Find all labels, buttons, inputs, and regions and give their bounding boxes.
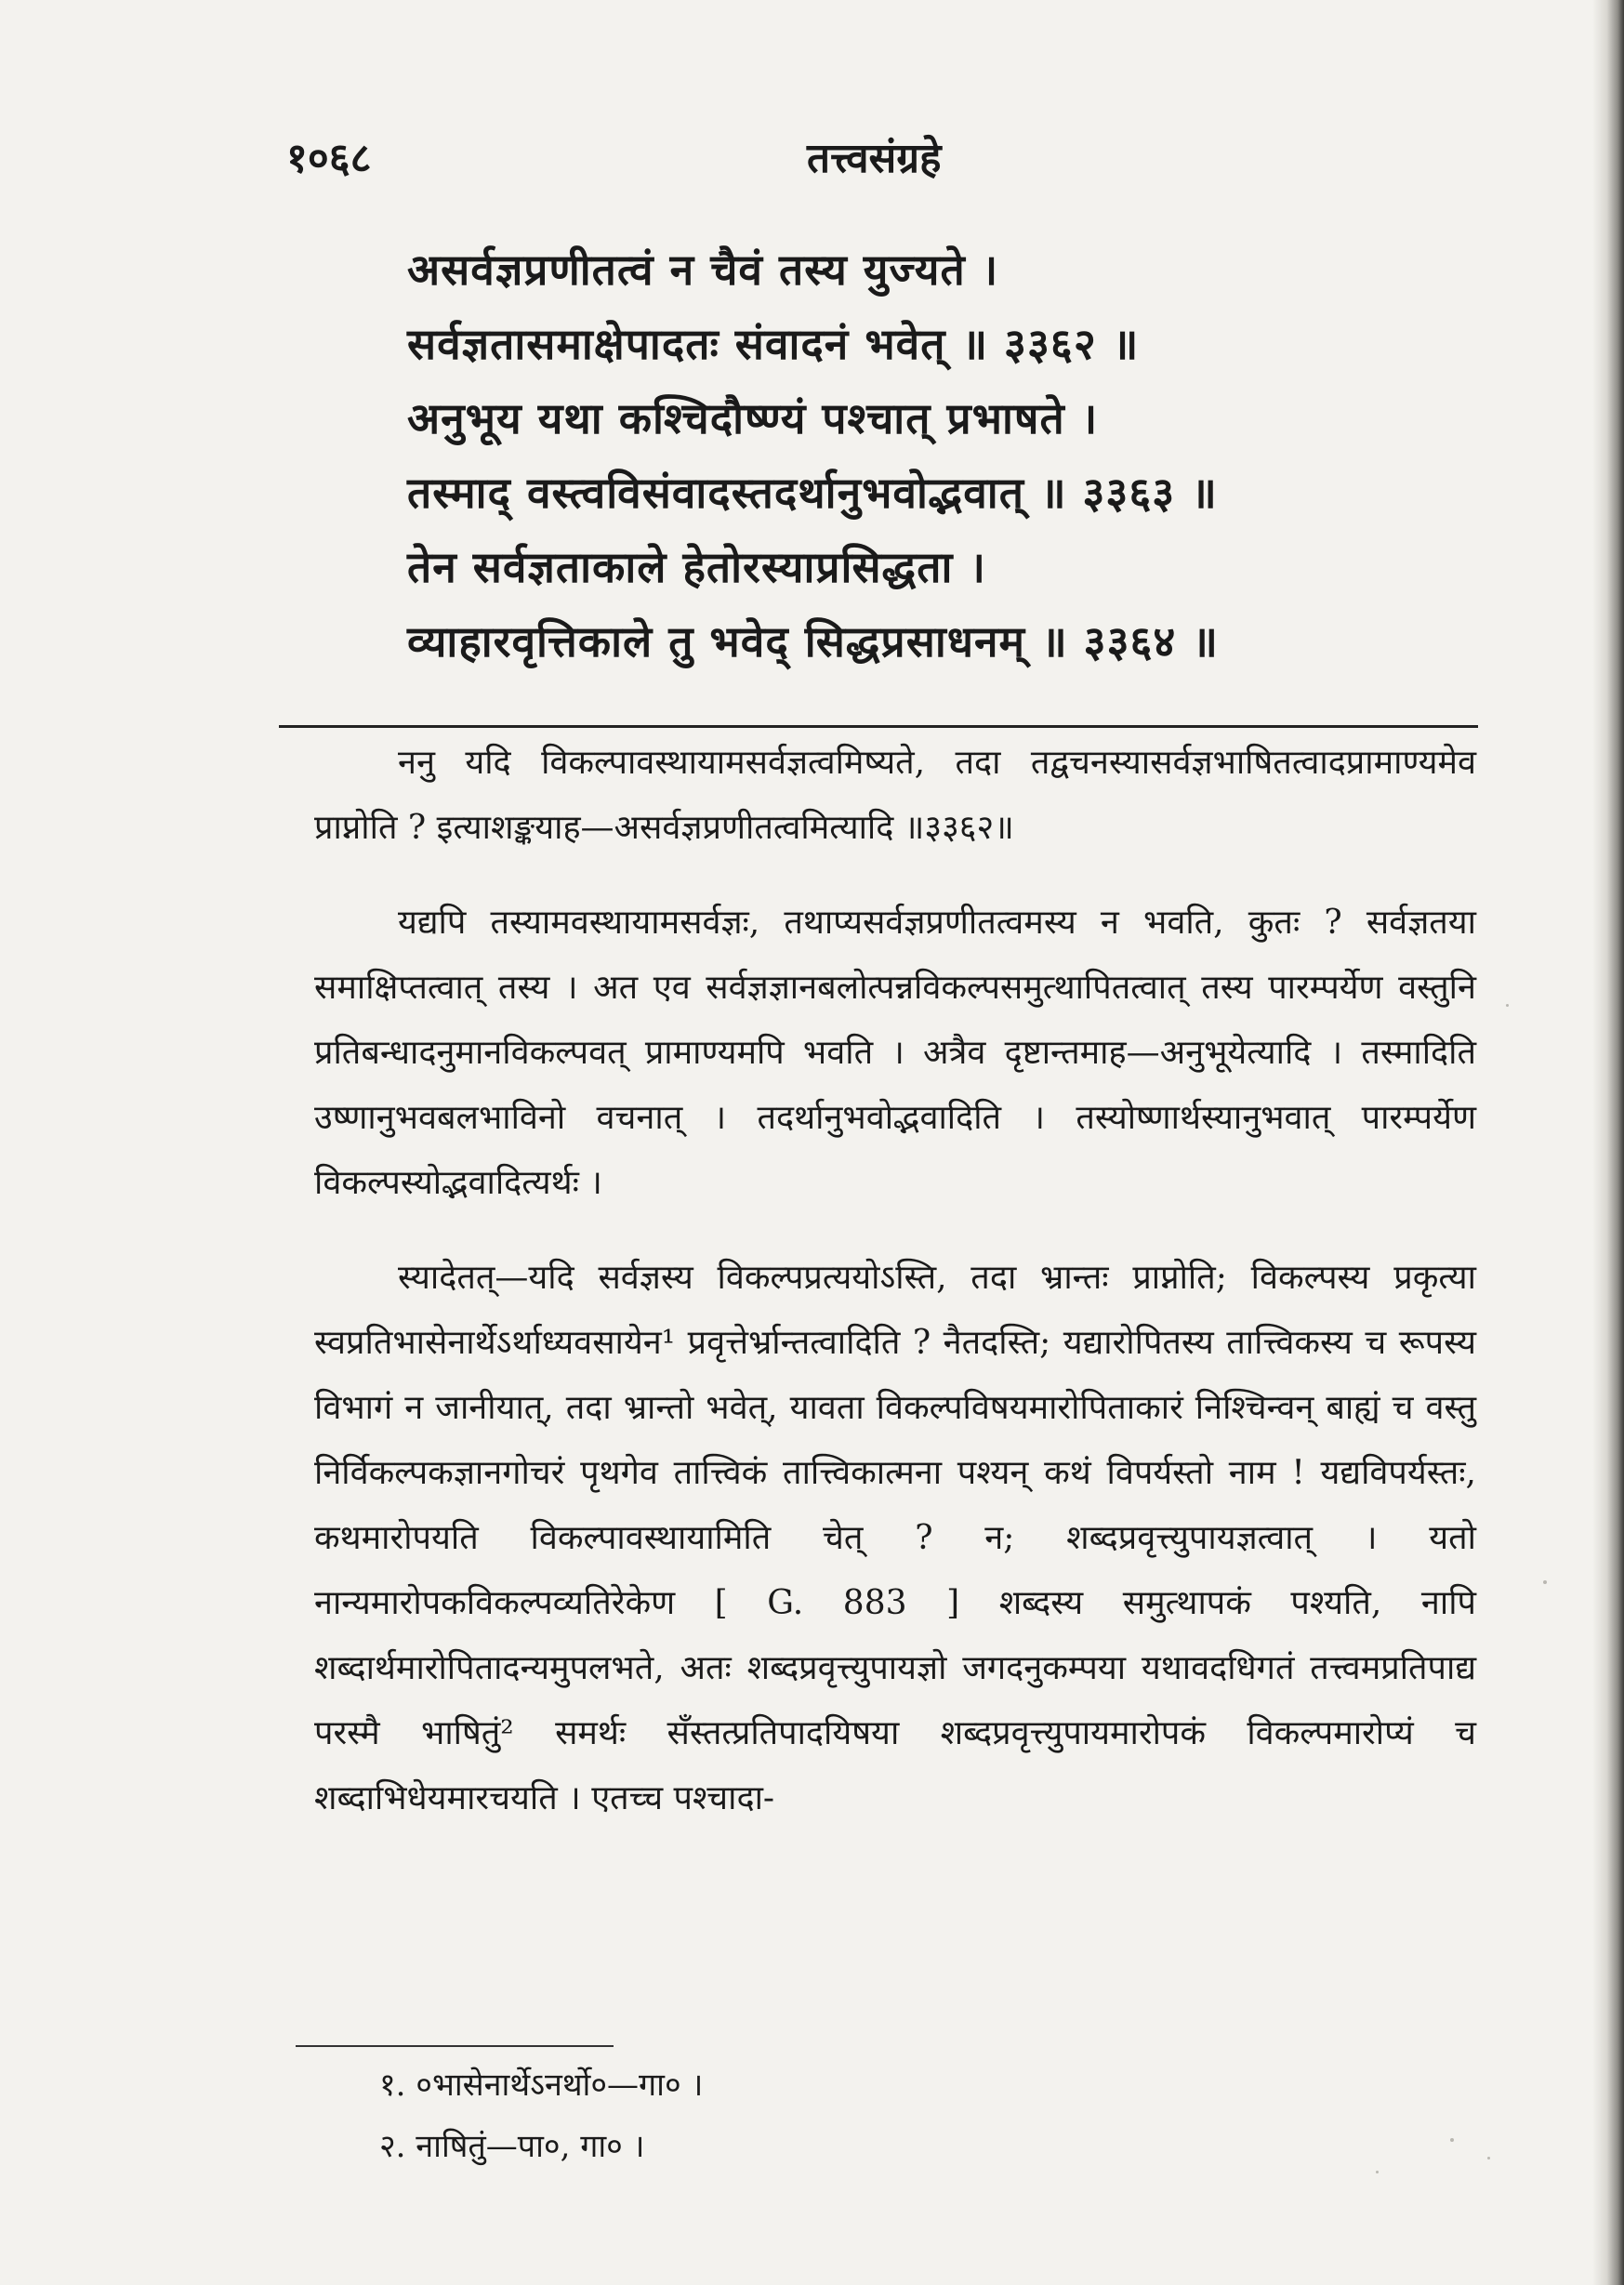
footnote-divider	[296, 2045, 614, 2047]
commentary-paragraph: यद्यपि तस्यामवस्थायामसर्वज्ञः, तथाप्यसर्वज्ञप्रणीतत्वमस्य न भवति, कुतः ? सर्वज्ञतया समाक्षिप्तत्वात् तस्य । अत एव सर्वज्ञज्ञानबलोत्पन्नविकल्पसमुत्थापितत्वात् तस्य पारम्पर्येण वस्तुनि प्रतिबन्धादनुमानविकल्पवत् प्रामाण्यमपि भवति । अत्रैव दृष्टान्तमाह—अनुभूयेत्यादि । तस्मादिति उष्णानुभवबलभाविनो वचनात् । तदर्थानुभवोद्भवादिति । तस्योष्णार्थस्यानुभवात् पारम्पर्येण विकल्पस्योद्भवादित्यर्थः ।	[314, 904, 1476, 1202]
footnote: १. ०भासेनार्थेऽनर्थो०—गा० ।	[379, 2067, 704, 2104]
verse-line: तस्माद् वस्त्वविसंवादस्तदर्थानुभवोद्भवात् ॥ ३३६३ ॥	[407, 468, 1218, 518]
scan-speck	[1450, 2138, 1454, 2142]
verse-line: तेन सर्वज्ञताकाले हेतोरस्याप्रसिद्धता ।	[407, 542, 986, 592]
footnote: २. नाषितुं—पा०, गा० ।	[379, 2128, 645, 2165]
page-header	[286, 128, 1448, 193]
running-title: तत्त्वसंग्रहे	[807, 135, 942, 182]
verse-line: सर्वज्ञतासमाक्षेपादतः संवादनं भवेत् ॥ ३३६२ ॥	[407, 319, 1140, 369]
book-spine-shadow	[1592, 0, 1624, 2285]
verse-line: असर्वज्ञप्रणीतत्वं न चैवं तस्य युज्यते ।	[407, 244, 999, 295]
footnotes	[379, 2054, 1216, 2177]
commentary	[314, 725, 1476, 1831]
scan-speck	[1487, 2157, 1490, 2160]
verse-line: व्याहारवृत्तिकाले तु भवेद् सिद्धप्रसाधनम् ॥ ३३६४ ॥	[407, 616, 1219, 667]
verse-line: अनुभूय यथा कश्चिदौष्ण्यं पश्चात् प्रभाषते ।	[407, 393, 1099, 443]
scan-speck	[1506, 1004, 1509, 1007]
scan-speck	[1543, 1580, 1547, 1584]
commentary-paragraph: ननु यदि विकल्पावस्थायामसर्वज्ञत्वमिष्यते, तदा तद्वचनस्यासर्वज्ञभाषितत्वादप्रामाण्यमेव प्राप्नोति ? इत्याशङ्कयाह—असर्वज्ञप्रणीतत्वमित्यादि ॥३३६२॥	[314, 744, 1476, 847]
verse-block	[407, 232, 1458, 679]
page-number: १०६८	[286, 135, 372, 182]
scan-speck	[1376, 2171, 1379, 2173]
commentary-paragraph: स्यादेतत्—यदि सर्वज्ञस्य विकल्पप्रत्ययोऽस्ति, तदा भ्रान्तः प्राप्नोति; विकल्पस्य प्रकृत्या स्वप्रतिभासेनार्थेऽर्थाध्यवसायेन¹ प्रवृत्तेर्भ्रान्तत्वादिति ? नैतदस्ति; यद्यारोपितस्य तात्त्विकस्य च रूपस्य विभागं न जानीयात्, तदा भ्रान्तो भवेत्, यावता विकल्पविषयमारोपिताकारं निश्चिन्वन् बाह्यं च वस्तु निर्विकल्पकज्ञानगोचरं पृथगेव तात्त्विकं तात्त्विकात्मना पश्यन् कथं विपर्यस्तो नाम ! यद्यविपर्यस्तः, कथमारोपयति विकल्पावस्थायामिति चेत् ? न; शब्दप्रवृत्त्युपायज्ञत्वात् । यतो नान्यमारोपकविकल्पव्यतिरेकेण [ G. 883 ] शब्दस्य समुत्थापकं पश्यति, नापि शब्दार्थमारोपितादन्यमुपलभते, अतः शब्दप्रवृत्त्युपायज्ञो जगदनुकम्पया यथावदधिगतं तत्त्वमप्रतिपाद्य परस्मै भाषितुं² समर्थः सँस्तत्प्रतिपादयिषया शब्दप्रवृत्त्युपायमारोपकं विकल्पमारोप्यं च शब्दाभिधेयमारचयति । एतच्च पश्चादा-	[314, 1259, 1476, 1817]
